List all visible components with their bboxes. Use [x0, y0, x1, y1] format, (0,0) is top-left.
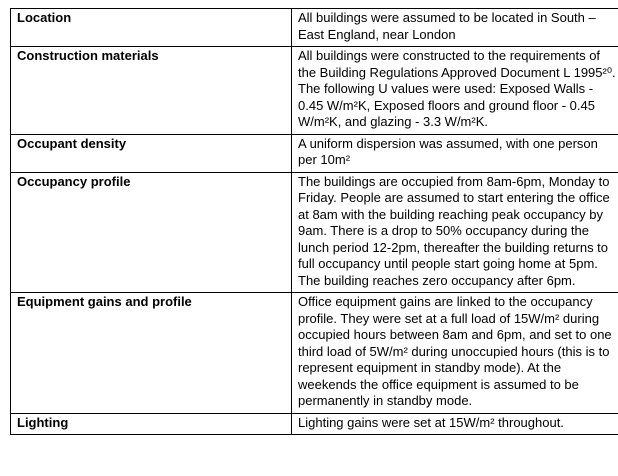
- row-label: Location: [11, 9, 292, 47]
- row-value: All buildings were constructed to the requirements of the Building Regulations Approved Document L 1995²⁰. The following U values were used: Exposed Walls - 0.45 W/m²K, Exposed floors and ground floor - 0.45 W/m²K, and glazing - 3.3 W/m²K.: [292, 47, 618, 135]
- row-value: A uniform dispersion was assumed, with one person per 10m²: [292, 134, 618, 172]
- row-value: Office equipment gains are linked to the occupancy profile. They were set at a full load of 15W/m² during occupied hours between 8am and 6pm, and set to one third load of 5W/m² during unoccupied hours (this is to represent equipment in standby mode). At the weekends the office equipment is assumed to be permanently in standby mode.: [292, 293, 618, 414]
- row-value: Lighting gains were set at 15W/m² throughout.: [292, 413, 618, 435]
- row-label: Equipment gains and profile: [11, 293, 292, 414]
- row-value: The buildings are occupied from 8am-6pm, Monday to Friday. People are assumed to start entering the office at 8am with the building reaching peak occupancy by 9am. There is a drop to 50% occupancy during the lunch period 12-2pm, thereafter the building returns to full occupancy until people start going home at 5pm. The building reaches zero occupancy after 6pm.: [292, 172, 618, 293]
- table-row-location: [11, 9, 618, 47]
- table-row-occupant-density: [11, 134, 618, 172]
- row-label: Construction materials: [11, 47, 292, 135]
- table-row-equipment-gains: [11, 293, 618, 414]
- table-row-occupancy-profile: [11, 172, 618, 293]
- row-label: Occupant density: [11, 134, 292, 172]
- table-row-construction-materials: [11, 47, 618, 135]
- table-row-lighting: [11, 413, 618, 435]
- row-value: All buildings were assumed to be located in South –East England, near London: [292, 9, 618, 47]
- row-label: Lighting: [11, 413, 292, 435]
- parameters-table: [10, 8, 618, 435]
- row-label: Occupancy profile: [11, 172, 292, 293]
